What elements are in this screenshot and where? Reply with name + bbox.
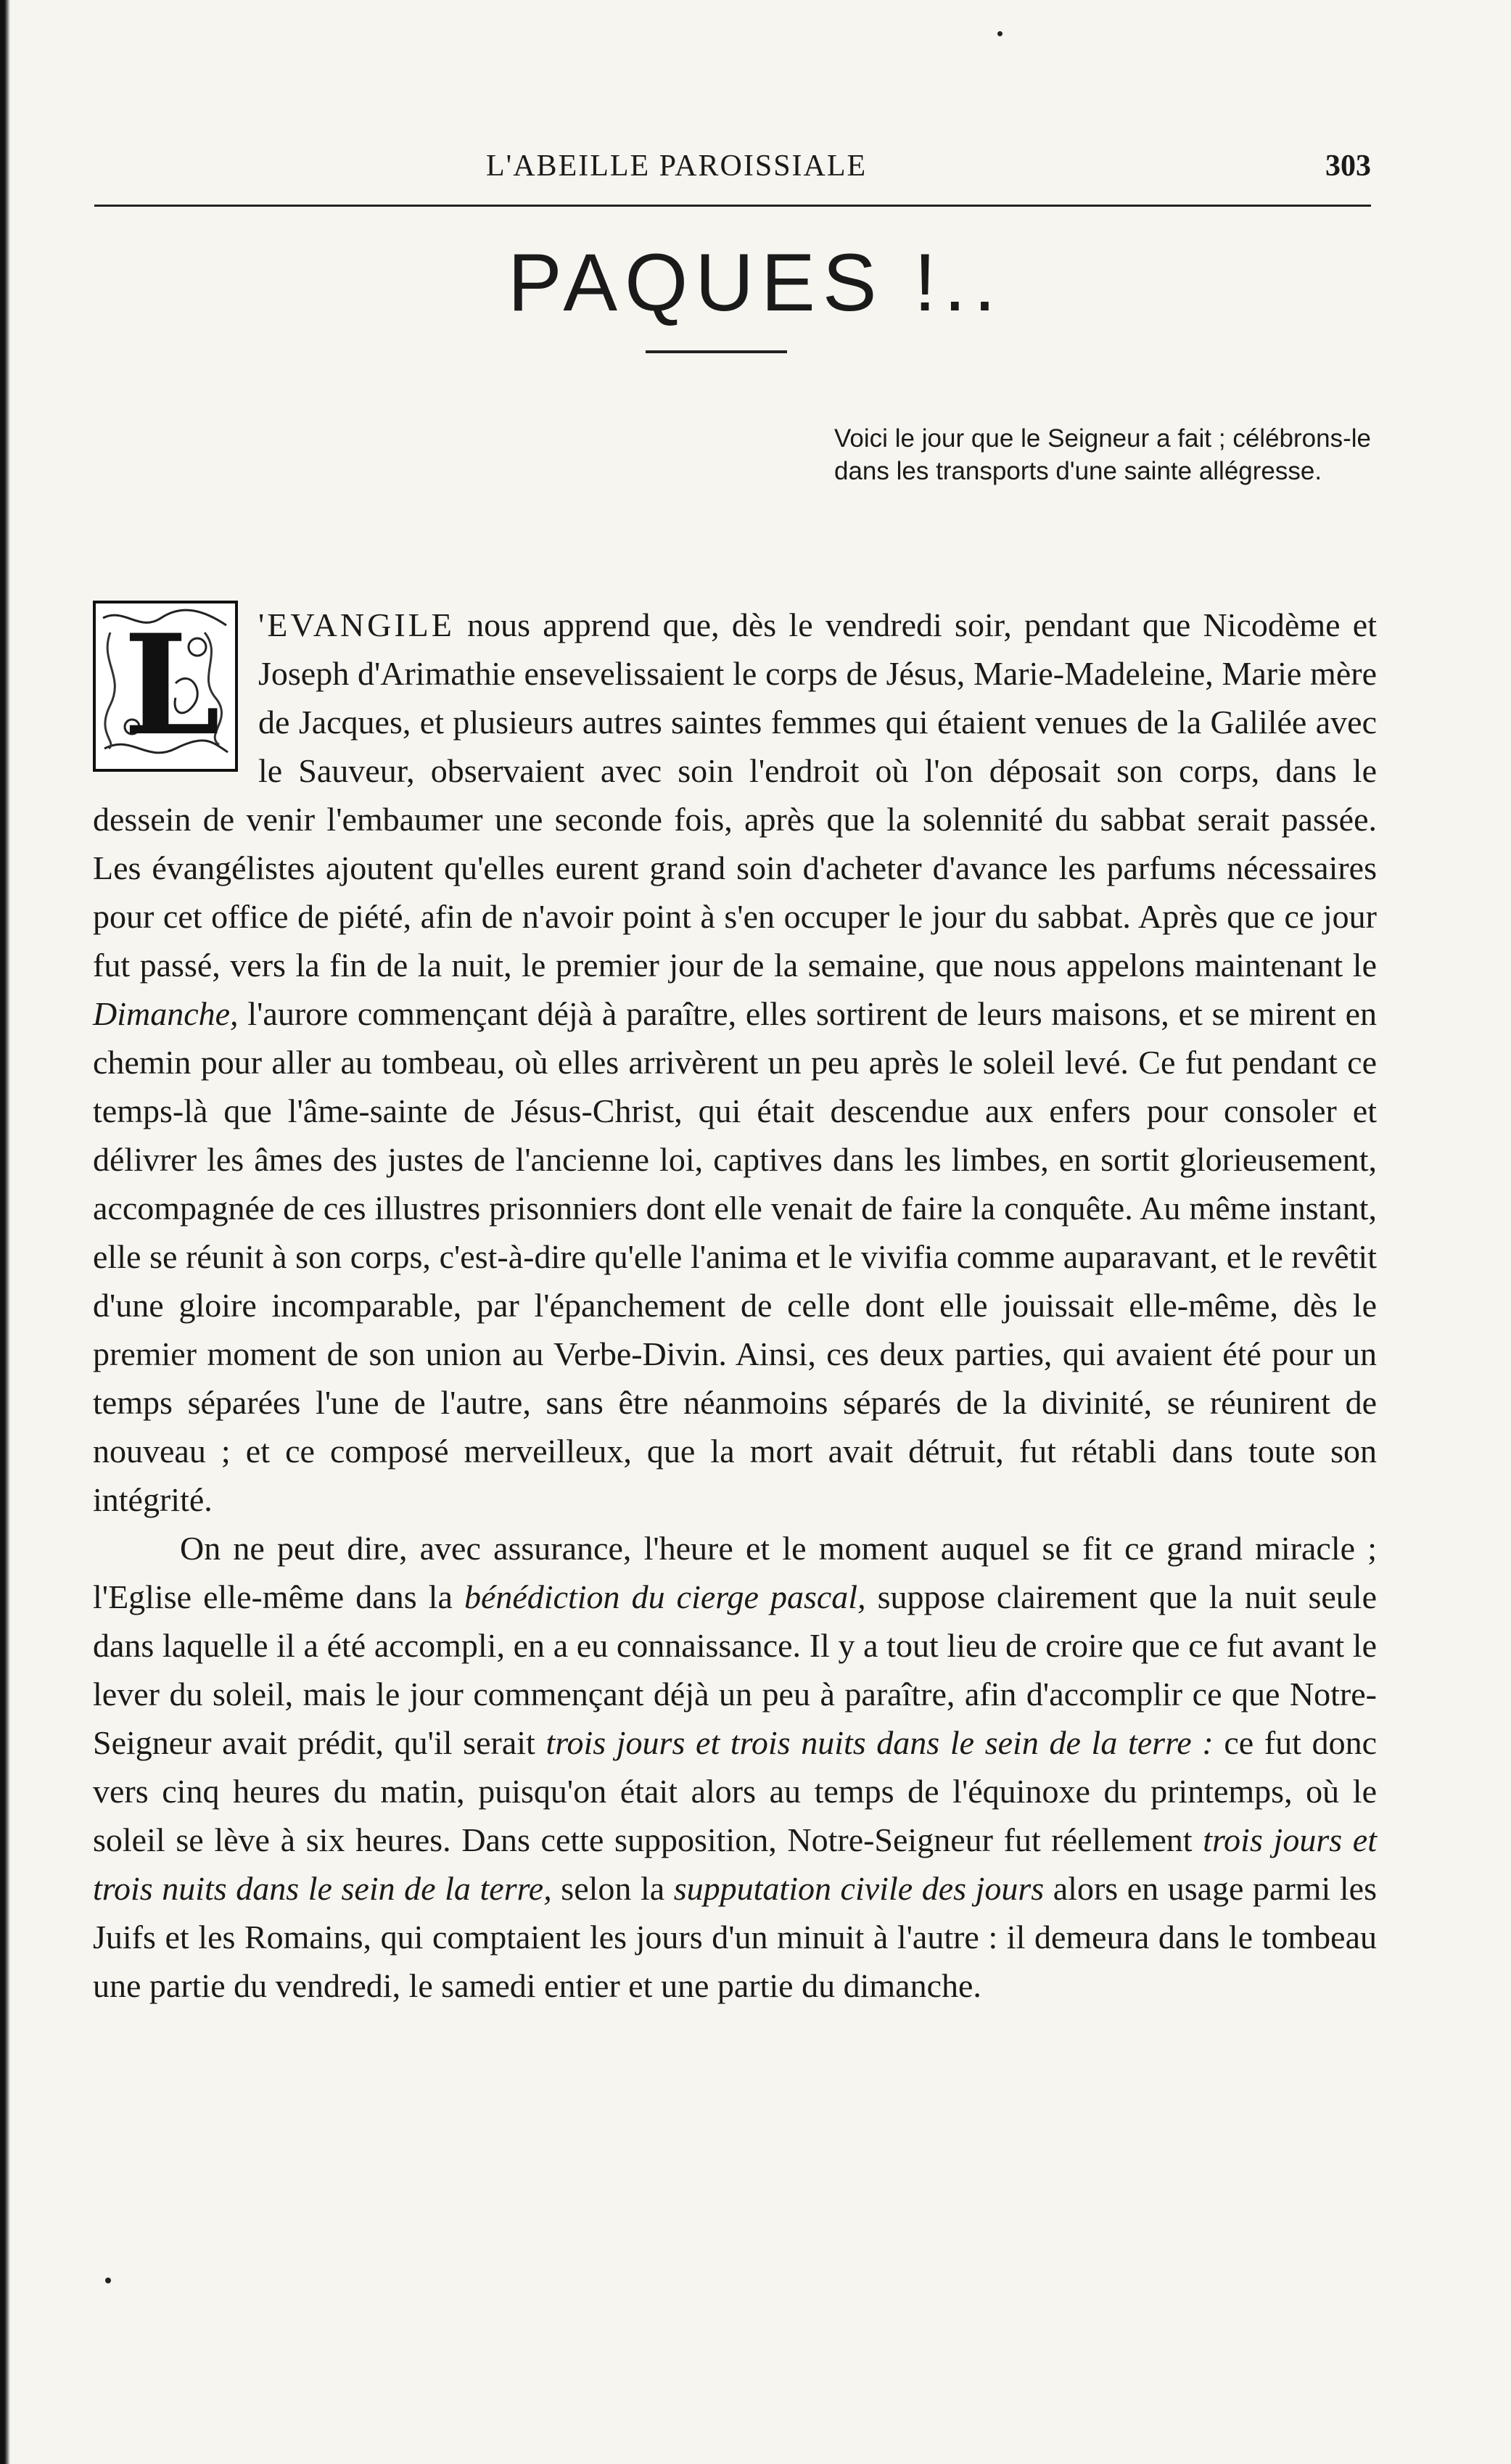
paragraph-1 <box>93 601 1377 1524</box>
article-body <box>93 601 1377 2010</box>
paragraph-2-text-e: alors en usage parmi les Juifs et les Romains, qui comptaient les jours d'un minuit à l'autre : il demeura dans le tombeau une partie du vendredi, le samedi entier et une partie du dimanche. <box>93 1870 1377 2004</box>
italic-supputation: supputation civile des jours <box>673 1870 1045 1907</box>
italic-benediction: bénédiction du cierge pascal, <box>464 1578 866 1615</box>
speck-mark <box>997 31 1002 36</box>
paragraph-1-end: l'aurore commençant déjà à paraître, elles sortirent de leurs maisons, et se mirent en chemin pour aller au tombeau, où elles arrivèrent un peu après le soleil levé. Ce fut pendant ce temps-là que l'âme-sainte de Jésus-Christ, qui était descendue aux enfers pour consoler et délivrer les âmes des justes de l'ancienne loi, captives dans les limbes, en sortit glorieusement, accompagnée de ces illustres prisonniers dont elle venait de faire la conquête. Au même instant, elle se réunit à son corps, c'est-à-dire qu'elle l'anima et le vivifia comme auparavant, et le revêtit d'une gloire incomparable, par l'épanchement de celle dont elle jouissait elle-même, dès le premier moment de son union au Verbe-Divin. Ainsi, ces deux parties, qui avaient été pour un temps séparées l'une de l'autre, sans être néanmoins séparés de la divinité, se réunirent de nouveau ; et ce composé merveilleux, que la mort avait détruit, fut rétabli dans toute son intégrité. <box>93 995 1377 1518</box>
epigraph: Voici le jour que le Seigneur a fait ; célébrons-le dans les transports d'une sainte allégresse. <box>834 424 1371 485</box>
page-title: PAQUES !.. <box>508 237 1003 328</box>
page-number: 303 <box>1325 149 1371 183</box>
header-rule <box>94 205 1371 207</box>
opening-word: 'EVANGILE <box>258 606 455 643</box>
running-header <box>94 149 1371 192</box>
italic-dimanche: Dimanche, <box>93 995 239 1032</box>
paragraph-2 <box>93 1524 1377 2010</box>
paragraph-2-text-d: selon la <box>551 1870 674 1907</box>
initial-frame <box>93 601 238 772</box>
paragraph-2-text-a: On ne peut dire, avec assurance, l'heure et le moment auquel se fit ce grand miracle ; l'Eglise elle-même dans la <box>93 1530 1377 1615</box>
running-title: L'ABEILLE PAROISSIALE <box>486 149 868 183</box>
italic-trois-jours-1: trois jours et trois nuits dans le sein de la terre : <box>545 1724 1214 1761</box>
italic-trois-jours-2: trois jours et trois nuits dans le sein de la terre, <box>93 1821 1378 1907</box>
title-rule <box>646 350 787 353</box>
binding-edge <box>0 0 10 2464</box>
paragraph-1-text: nous apprend que, dès le vendredi soir, pendant que Nicodème et Joseph d'Arimathie ensevelissaient le corps de Jésus, Marie-Madeleine, Marie mère de Jacques, et plusieurs autres saintes femmes qui étaient venues de la Galilée avec le Sauveur, observaient avec soin l'endroit où l'on déposait son corps, dans le dessein de venir l'embaumer une seconde fois, après que la solennité du sabbat serait passée. Les évangélistes ajoutent qu'elles eurent grand soin d'acheter d'avance les parfums nécessaires pour cet office de piété, afin de n'avoir point à s'en occuper le jour du sabbat. Après que ce jour fut passé, vers la fin de la nuit, le premier jour de la semaine, que nous appelons maintenant le <box>93 606 1377 984</box>
initial-letter: L <box>123 604 221 766</box>
paragraph-2-text-c: ce fut donc vers cinq heures du matin, puisqu'on était alors au temps de l'équinoxe du printemps, où le soleil se lève à six heures. Dans cette supposition, Notre-Seigneur fut réellement <box>93 1724 1378 1858</box>
speck-mark-bottom <box>105 2278 111 2283</box>
ornamental-initial <box>93 601 238 775</box>
paragraph-2-text-b: suppose clairement que la nuit seule dans laquelle il a été accompli, en a eu connaissance. Il y a tout lieu de croire que ce fut avant le lever du soleil, mais le jour commençant déjà un peu à paraître, afin d'accomplir ce que Notre-Seigneur avait prédit, qu'il serait <box>93 1578 1377 1761</box>
